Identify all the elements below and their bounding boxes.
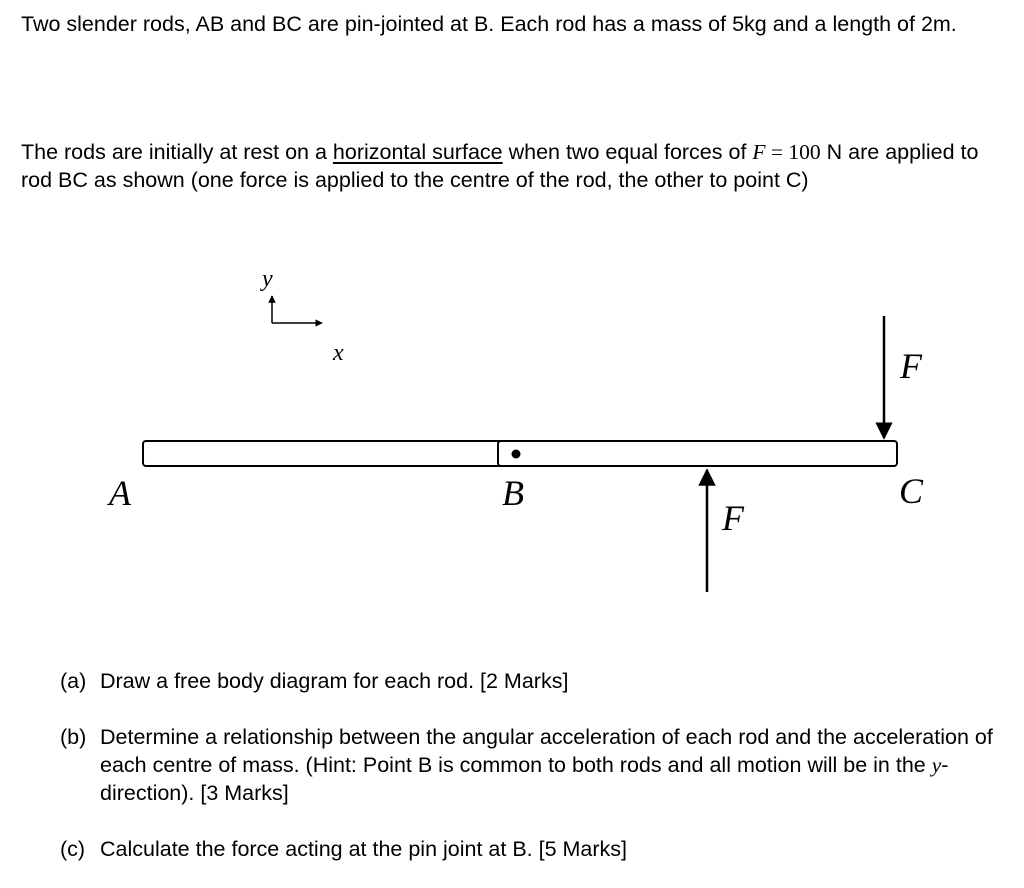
question-c-text: Calculate the force acting at the pin joint at B. [5 Marks] xyxy=(100,837,628,861)
rod-bc xyxy=(498,441,897,466)
setup-text-post: N are applied to rod BC as shown (one force is applied to the centre of the rod, the other to point C) xyxy=(21,140,979,192)
force-label-bottom: F xyxy=(722,498,744,538)
question-b-text-pre: Determine a relationship between the angular acceleration of each rod and the acceleration of each centre of mass. (Hint: Point B is common to both rods and all motion will be in the xyxy=(100,725,993,777)
intro-paragraph: Two slender rods, AB and BC are pin-jointed at B. Each rod has a mass of 5kg and a length of 2m. xyxy=(21,12,957,36)
point-label-a: A xyxy=(109,473,131,513)
rod-ab xyxy=(143,441,503,466)
horizontal-surface-underlined: horizontal surface xyxy=(332,140,503,164)
question-b xyxy=(60,723,1000,807)
question-c xyxy=(60,835,1000,863)
setup-text-pre: The rods are initially at rest on a xyxy=(21,140,333,164)
question-a-label: (a) xyxy=(60,669,87,693)
force-variable: F xyxy=(752,140,766,164)
question-c-label: (c) xyxy=(60,837,86,861)
x-axis-label: x xyxy=(333,340,344,366)
point-label-c: C xyxy=(899,471,924,511)
question-b-label: (b) xyxy=(60,725,87,749)
question-b-text xyxy=(100,723,1000,807)
y-axis-label: y xyxy=(262,266,273,292)
setup-paragraph xyxy=(21,138,1011,194)
setup-text-mid: when two equal forces of xyxy=(502,140,753,164)
y-direction-variable: y xyxy=(931,753,942,777)
point-label-b: B xyxy=(502,473,524,513)
question-a-text: Draw a free body diagram for each rod. [2 Marks] xyxy=(100,669,569,693)
coordinate-axes xyxy=(260,266,344,366)
rod-diagram xyxy=(0,250,1024,610)
force-label-top: F xyxy=(900,346,922,386)
question-b-text-post: -direction). [3 Marks] xyxy=(100,753,949,805)
question-a xyxy=(60,667,1000,695)
force-equation: = 100 xyxy=(765,140,821,164)
pin-joint-b xyxy=(512,450,521,459)
